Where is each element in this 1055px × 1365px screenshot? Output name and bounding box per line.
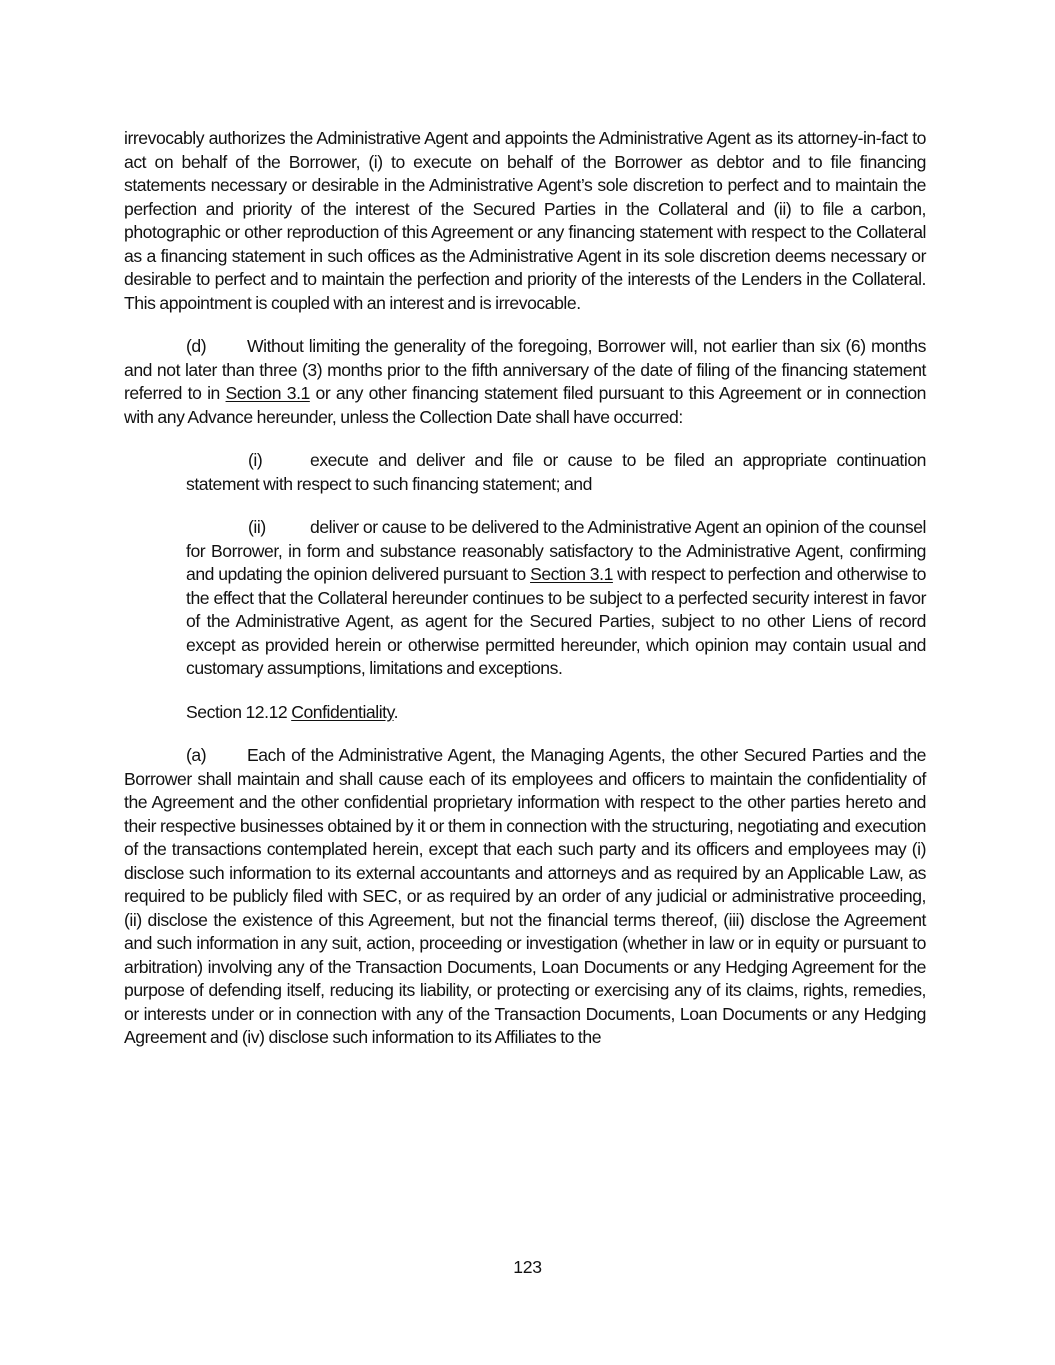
- paragraph-c-continued: irrevocably authorizes the Administrative Agent and appoints the Administrative Agent as its attorney-in-fact to act on behalf of the Borrower, (i) to execute on behalf of the Borrower as debtor and to file financing statements necessary or desirable in the Administrative Agent’s sole discretion to perfect and to maintain the perfection and priority of the interest of the Secured Parties in the Collateral and (ii) to file a carbon, photographic or other reproduction of this Agreement or any financing statement with respect to the Collateral as a financing statement in such offices as the Administrative Agent in its sole discretion deems necessary or desirable to perfect and to maintain the perfection and priority of the interests of the Lenders in the Collateral. This appointment is coupled with an interest and is irrevocable.: [124, 128, 926, 313]
- section-number: Section 12.12: [186, 701, 292, 722]
- clause-i: [186, 449, 926, 496]
- clause-ii-label: (ii): [248, 517, 266, 537]
- clause-ii: [186, 516, 926, 681]
- clause-i-text: execute and deliver and file or cause to be filed an appropriate continuation statement with respect to such financing statement; and: [186, 450, 926, 494]
- page-number: 123: [513, 1257, 542, 1277]
- clause-ii-text-after: with respect to perfection and otherwise to the effect that the Collateral hereunder continues to be subject to a perfected security interest in favor of the Administrative Agent, as agent for the Secured Parties, subject to no other Liens of record except as provided herein or otherwise permitted hereunder, which opinion may contain usual and customary assumptions, limitations and exceptions.: [186, 564, 926, 678]
- paragraph-a-text: Each of the Administrative Agent, the Managing Agents, the other Secured Parties and the Borrower shall maintain and shall cause each of its employees and officers to maintain the confidentiality of the Agreement and the other confidential proprietary information with respect to the other parties hereto and their respective businesses obtained by it or them in connection with the structuring, negotiating and execution of the transactions contemplated herein, except that each such party and its officers and employees may (i) disclose such information to its external accountants and attorneys and as required by an Applicable Law, as required to be publicly filed with SEC, or as required by an order of any judicial or administrative proceeding, (ii) disclose the existence of this Agreement, but not the financial terms thereof, (iii) disclose the Agreement and such information in any suit, action, proceeding or investigation (whether in law or in equity or pursuant to arbitration) involving any of the Transaction Documents, Loan Documents or any Hedging Agreement for the purpose of defending itself, reducing its liability, or protecting or exercising any of its claims, rights, remedies, or interests under or in connection with any of the Transaction Documents, Loan Documents or any Hedging Agreement and (iv) disclose such information to its Affiliates to the: [124, 745, 926, 1047]
- section-3-1-link[interactable]: Section 3.1: [225, 383, 310, 403]
- clause-ii-text-before: deliver or cause to be delivered to the Administrative Agent an opinion of the counsel for Borrower, in form and substance reasonably satisfactory to the Administrative Agent, confirming and updating the opinion delivered pursuant to: [186, 517, 926, 584]
- paragraph-d: [124, 335, 926, 429]
- section-heading: [186, 701, 926, 725]
- document-page: [124, 127, 926, 1050]
- paragraph-a-label: (a): [186, 745, 207, 765]
- paragraph-d-text-before: Without limiting the generality of the foregoing, Borrower will, not earlier than six (6) months and not later than three (3) months prior to the fifth anniversary of the date of filing of the financing statement referred to in: [124, 336, 926, 403]
- paragraph-a: [124, 744, 926, 1050]
- paragraph-d-label: (d): [186, 336, 207, 356]
- section-title: Confidentiality: [291, 701, 394, 722]
- clause-i-label: (i): [248, 450, 263, 470]
- section-trailing: .: [393, 701, 399, 722]
- paragraph-d-text-after: or any other financing statement filed pursuant to this Agreement or in connection with any Advance hereunder, unless the Collection Date shall have occurred:: [124, 383, 926, 427]
- section-3-1-link-2[interactable]: Section 3.1: [530, 564, 613, 584]
